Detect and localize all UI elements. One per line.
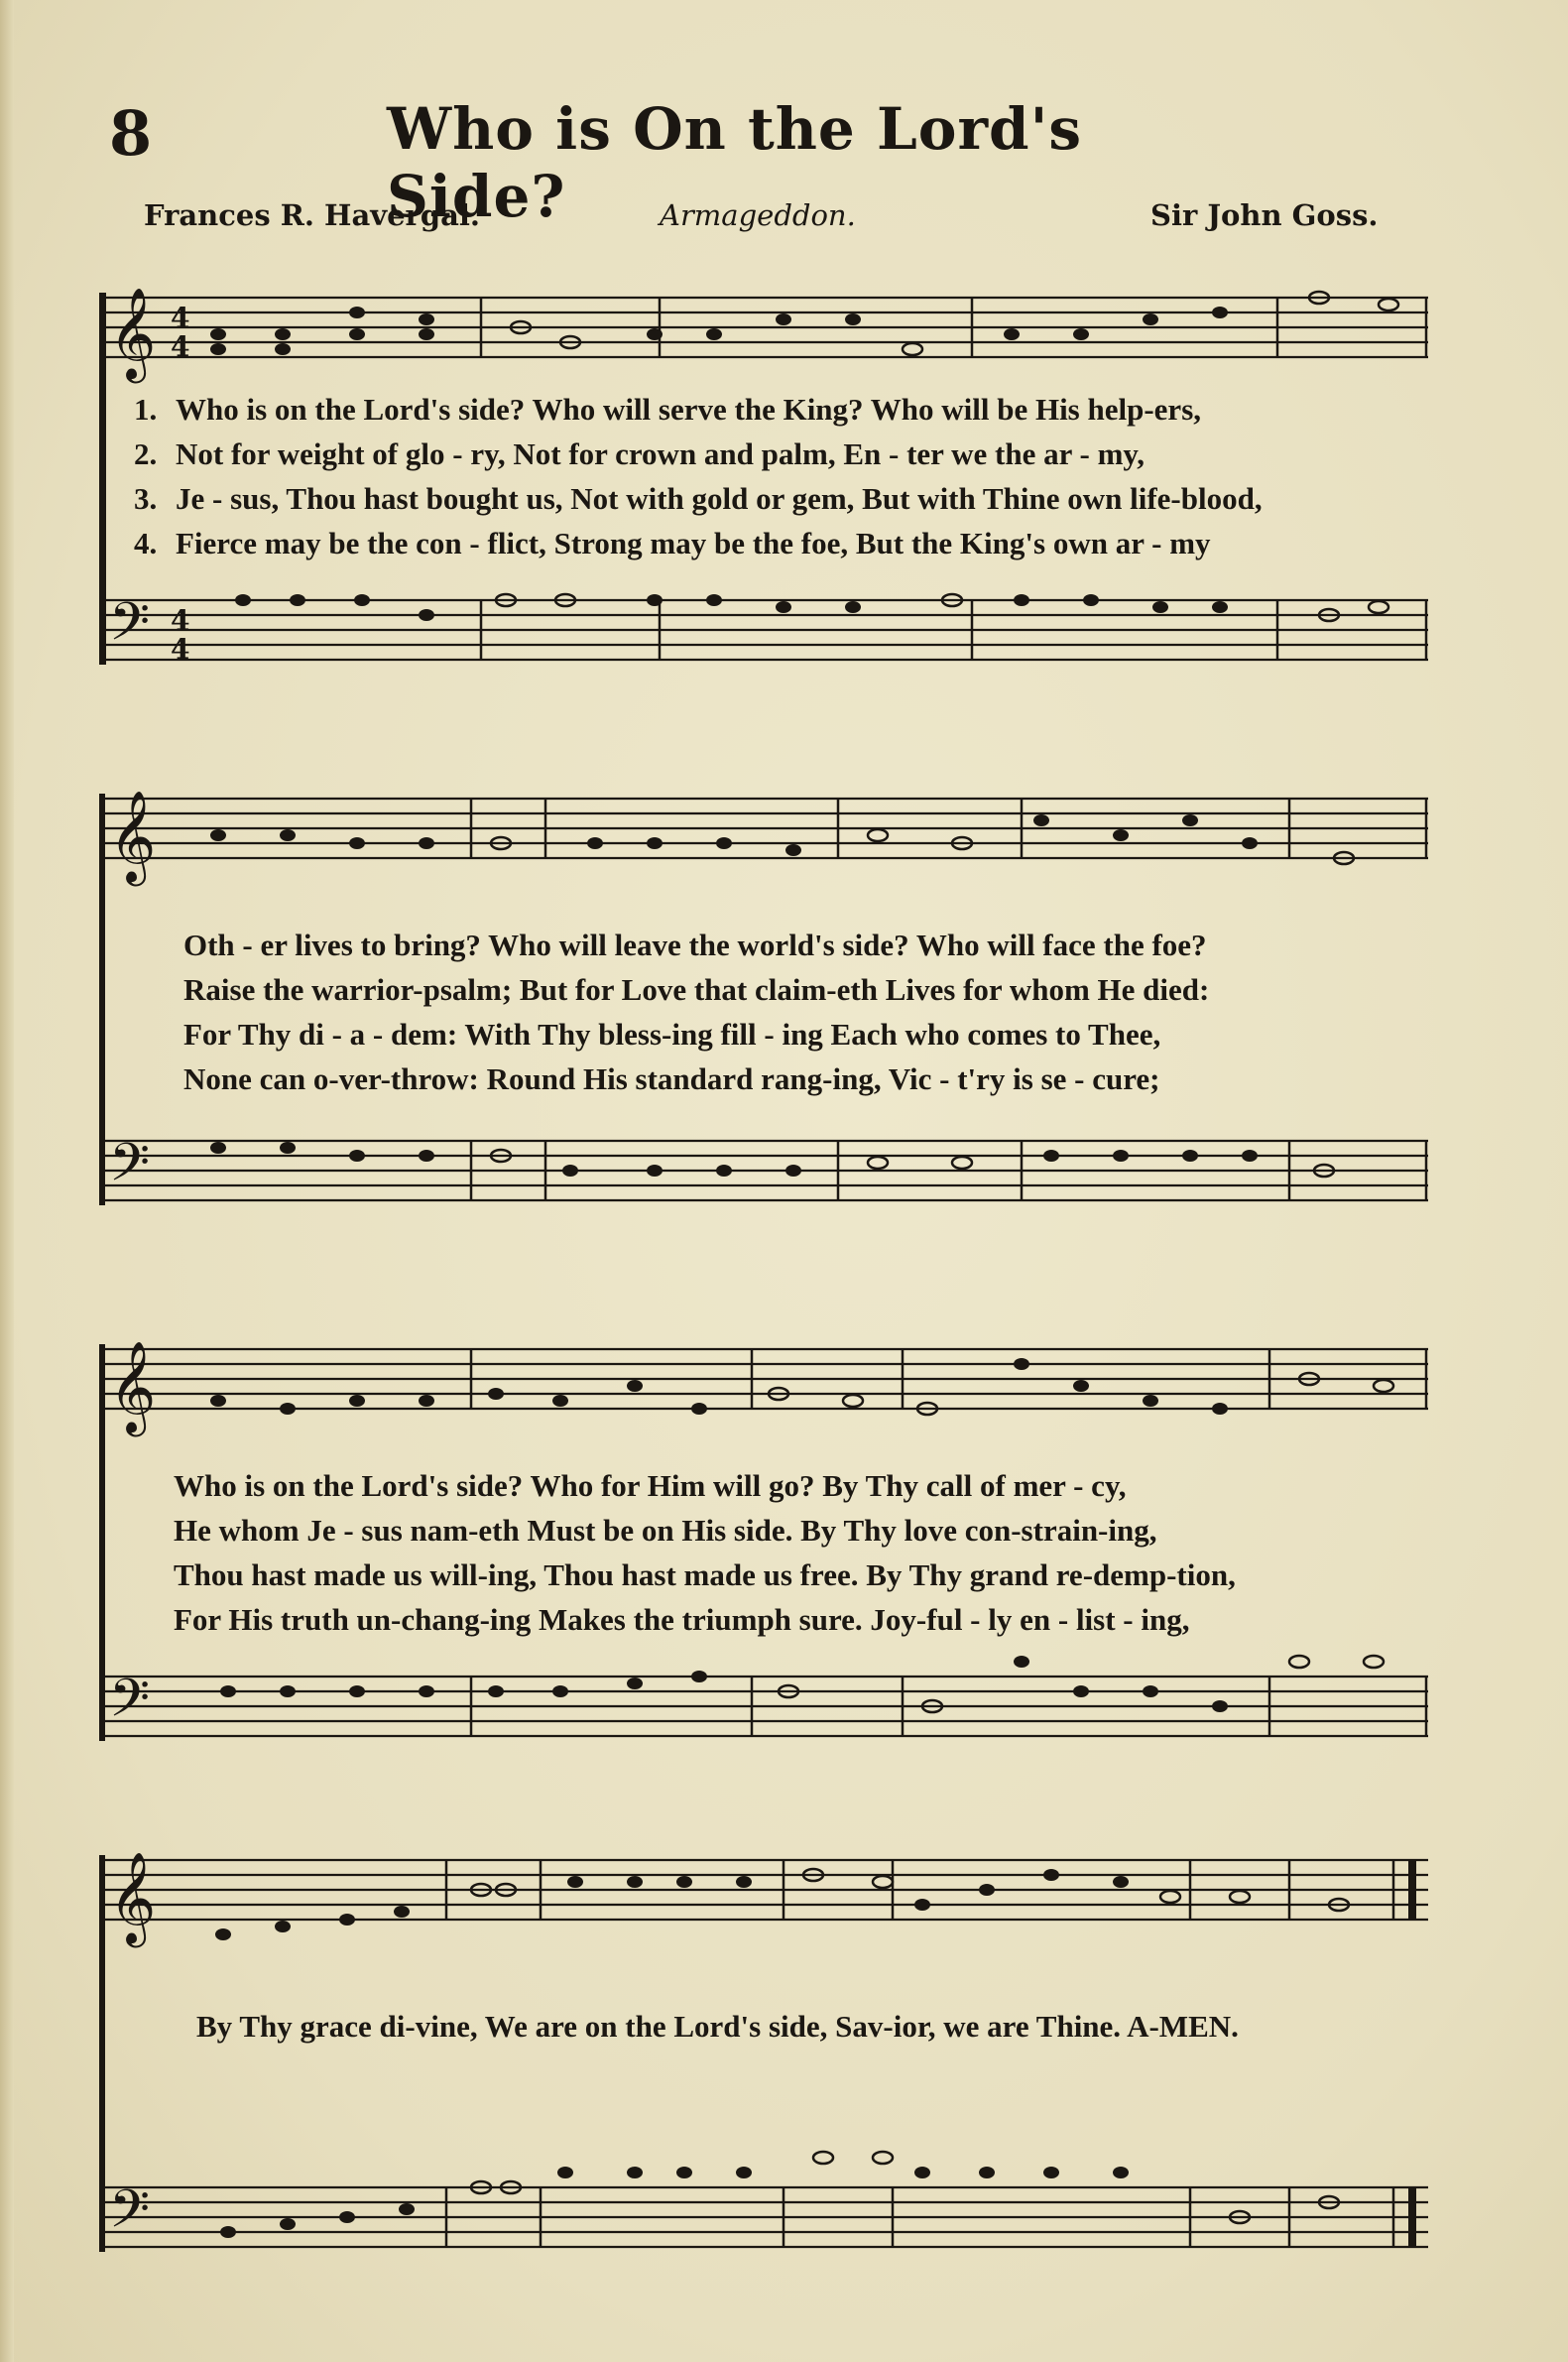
svg-text:𝄞: 𝄞 bbox=[109, 287, 157, 379]
lyric-line-s2-v4: None can o-ver-throw: Round His standard rang-ing, Vic - t'ry is se - cure; bbox=[183, 1061, 1160, 1096]
system-3-music bbox=[99, 1319, 1438, 1786]
svg-text:4: 4 bbox=[171, 633, 190, 666]
lyric-line-s3-v2: He whom Je - sus nam-eth Must be on His side. By Thy love con-strain-ing, bbox=[174, 1513, 1157, 1548]
svg-text:𝄞: 𝄞 bbox=[109, 1340, 157, 1432]
lyric-line-s1-v3 bbox=[134, 481, 1263, 517]
hymn-title: Who is On the Lord's Side? bbox=[387, 95, 1082, 230]
verse-number: 3. bbox=[134, 481, 158, 516]
lyric-text: Who is on the Lord's side? Who will serve the King? Who will be His help-ers, bbox=[176, 392, 1202, 427]
lyric-line-s1-v1 bbox=[134, 392, 1201, 428]
lyric-line-s3-v3: Thou hast made us will-ing, Thou hast made us free. By Thy grand re-demp-tion, bbox=[174, 1557, 1236, 1592]
svg-text:𝄞: 𝄞 bbox=[109, 1851, 157, 1943]
svg-text:𝄢: 𝄢 bbox=[109, 1669, 151, 1742]
lyric-line-s2-v1: Oth - er lives to bring? Who will leave the world's side? Who will face the foe? bbox=[183, 928, 1207, 962]
svg-text:𝄢: 𝄢 bbox=[109, 2179, 151, 2253]
page-edge-shadow bbox=[0, 0, 14, 2362]
verse-number: 4. bbox=[134, 526, 158, 560]
lyric-line-s3-v4: For His truth un-chang-ing Makes the triumph sure. Joy-ful - ly en - list - ing, bbox=[174, 1602, 1190, 1637]
author-credit: Frances R. Havergal. bbox=[144, 198, 481, 232]
lyric-line-s3-v1: Who is on the Lord's side? Who for Him will go? By Thy call of mer - cy, bbox=[174, 1468, 1127, 1503]
composer-credit: Sir John Goss. bbox=[1150, 198, 1379, 232]
svg-text:4: 4 bbox=[171, 302, 190, 334]
svg-text:𝄞: 𝄞 bbox=[109, 790, 157, 882]
svg-text:4: 4 bbox=[171, 604, 190, 637]
lyric-line-s2-v3: For Thy di - a - dem: With Thy bless-ing fill - ing Each who comes to Thee, bbox=[183, 1017, 1161, 1052]
hymn-number: 8 bbox=[109, 97, 153, 170]
lyric-line-s4-v1: By Thy grace di-vine, We are on the Lord's side, Sav-ior, we are Thine. A-MEN. bbox=[196, 2009, 1239, 2044]
system-4-music bbox=[99, 1830, 1438, 2306]
svg-text:𝄢: 𝄢 bbox=[109, 592, 151, 666]
lyric-text: Fierce may be the con - flict, Strong may be the foe, But the King's own ar - my bbox=[176, 526, 1211, 560]
lyric-line-s2-v2: Raise the warrior-psalm; But for Love that claim-eth Lives for whom He died: bbox=[183, 972, 1210, 1007]
lyric-line-s1-v2 bbox=[134, 436, 1145, 472]
lyric-text: Not for weight of glo - ry, Not for crown and palm, En - ter we the ar - my, bbox=[176, 436, 1145, 471]
verse-number: 2. bbox=[134, 436, 158, 471]
svg-text:4: 4 bbox=[171, 330, 190, 363]
lyric-text: Je - sus, Thou hast bought us, Not with gold or gem, But with Thine own life-blood, bbox=[176, 481, 1263, 516]
svg-text:𝄢: 𝄢 bbox=[109, 1133, 151, 1206]
lyric-line-s1-v4 bbox=[134, 526, 1211, 561]
verse-number: 1. bbox=[134, 392, 158, 427]
tune-name: Armageddon. bbox=[660, 198, 856, 232]
